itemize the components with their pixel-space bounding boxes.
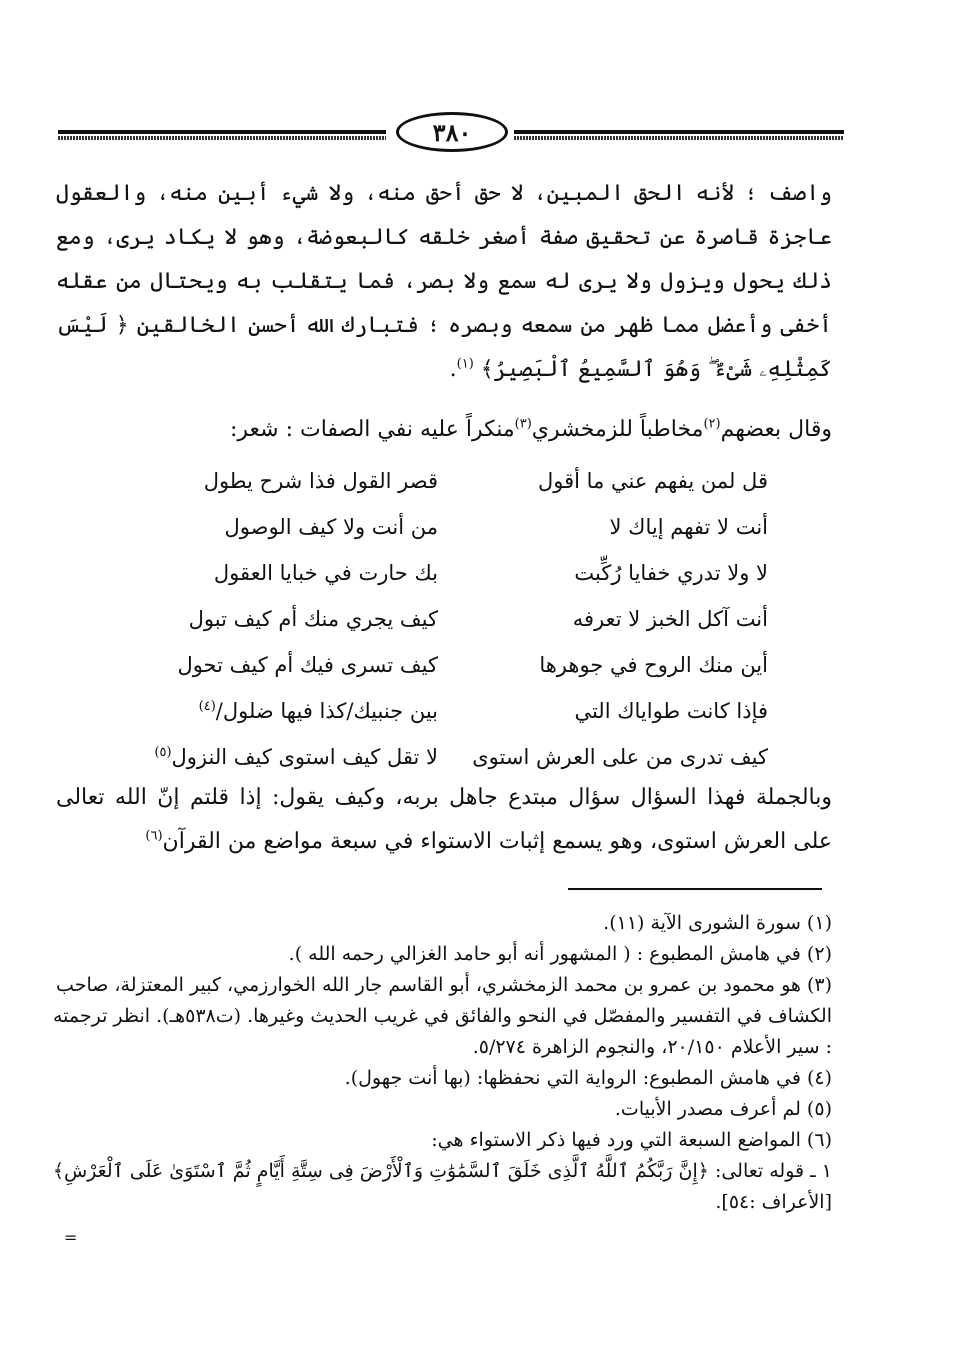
- paragraph-2-part-c: منكراً عليه نفي الصفات : شعر:: [229, 417, 515, 442]
- footnote-ref-3: (٣): [514, 416, 532, 432]
- footnote-6-item-1: [50, 1156, 832, 1218]
- footnote-5: (٥) لم أعرف مصدر الأبيات.: [614, 1098, 832, 1120]
- verse-second-hemistich-text: لا تقل كيف استوى كيف النزول: [171, 745, 438, 769]
- verse-second-hemistich: بك حارت في خبايا العقول: [213, 561, 438, 585]
- paragraph-1-text: واصف ؛ لأنه الحق المبين، لا حق أحق منه، ولا شيء أبين منه، والعقول عاجزة قاصرة عن تحقيق صفة أصغر خلقه كالبعوضة، وهو لا يكاد يرى، ومع ذلك يحول ويزول ولا يرى له سمع ولا بصر، فما يتقلب به ويحتال من عقله أخفى وأعضل مما ظهر من سمعه وبصره ؛ فتبارك الله أحسن الخالقين: [56, 181, 832, 338]
- verse-second-hemistich: قصر القول فذا شرح يطول: [203, 469, 438, 493]
- verse-second-hemistich: كيف تسرى فيك أم كيف تحول: [177, 653, 438, 677]
- footnote-3: (٣) هو محمود بن عمرو بن محمد الزمخشري، أبو القاسم جار الله الخوارزمي، كبير المعتزلة، صاحب الكشاف في التفسير والمفصّل في النحو والفائق في غريب الحديث وغيرها. (ت٥٣٨هـ). انظر ترجمته : سير الأعلام ٢٠/١٥٠، والنجوم الزاهرة ٥/٢٧٤.: [52, 974, 832, 1058]
- paragraph-2-part-b: مخاطباً للزمخشري: [531, 417, 704, 442]
- poem-verse: [108, 550, 768, 596]
- poem-verse: [108, 504, 768, 550]
- footnote-ref-6: (٦): [145, 828, 163, 844]
- header-rule-right: [514, 130, 844, 134]
- page-header: [58, 108, 838, 152]
- footnote-6-reference: [الأعراف :٥٤].: [715, 1191, 832, 1213]
- paragraph-2: [56, 408, 832, 452]
- verse-second-hemistich: [108, 745, 438, 769]
- paragraph-1: واصف ؛ لأنه الحق المبين، لا حق أحق منه، ولا شيء أبين منه، والعقول عاجزة قاصرة عن تحقيق صفة أصغر خلقه كالبعوضة، وهو لا يكاد يرى، ومع ذلك يحول ويزول ولا يرى له سمع ولا بصر، فما يتقلب به ويحتال من عقله أخفى وأعضل مما ظهر من سمعه وبصره ؛ فتبارك الله أحسن الخالقين ﴿ لَيْسَ كَمِثْلِهِۦ شَىْءٌ ۖ وَهُوَ ٱلسَّمِيعُ ٱلْبَصِيرُ﴾ $^{(١)}$.: [56, 181, 832, 382]
- footnote-ref-1: (١): [456, 356, 474, 372]
- verse-second-hemistich-text: بين جنبيك/كذا فيها ضلول/: [215, 699, 438, 723]
- poem: [108, 458, 768, 780]
- paragraph-2-part-a: وقال بعضهم: [720, 417, 832, 442]
- verse-first-hemistich: أنت لا تفهم إياك لا: [609, 515, 768, 539]
- verse-second-hemistich: كيف يجري منك أم كيف تبول: [188, 607, 438, 631]
- footnote-4: (٤) في هامش المطبوع: الرواية التي نحفظها: (بها أنت جهول).: [344, 1067, 832, 1089]
- page-number: ٣٨٠: [396, 112, 508, 152]
- poem-verse: [108, 642, 768, 688]
- continuation-mark: =: [64, 1228, 78, 1247]
- poem-verse: [108, 596, 768, 642]
- verse-first-hemistich: كيف تدرى من على العرش استوى: [472, 745, 768, 769]
- verse-first-hemistich: فإذا كانت طواياك التي: [574, 699, 768, 723]
- verse-first-hemistich: أين منك الروح في جوهرها: [539, 653, 768, 677]
- footnote-divider: [568, 888, 822, 890]
- footnote-ref-2: (٢): [703, 416, 721, 432]
- paragraph-3: [56, 776, 832, 864]
- verse-second-hemistich: من أنت ولا كيف الوصول: [224, 515, 438, 539]
- poem-verse: [108, 458, 768, 504]
- footnote-6-item-1-prefix: ١ ـ قوله تعالى:: [714, 1160, 832, 1182]
- header-rule-left: [58, 130, 386, 134]
- verse-first-hemistich: لا ولا تدري خفايا رُكِّبت: [574, 561, 768, 585]
- quran-verse-1: ﴿ لَيْسَ كَمِثْلِهِۦ شَىْءٌ ۖ وَهُوَ ٱلسَّمِيعُ ٱلْبَصِيرُ﴾: [56, 313, 832, 382]
- footnote-6-quran-verse: ﴿إِنَّ رَبَّكُمُ ٱللَّهُ ٱلَّذِى خَلَقَ ٱلسَّمَٰوَٰتِ وَٱلْأَرْضَ فِى سِتَّةِ أَيَّامٍ ثُمَّ ٱسْتَوَىٰ عَلَى ٱلْعَرْشِ﴾: [52, 1160, 709, 1182]
- poem-verse: [108, 688, 768, 734]
- footnote-ref-5: (٥): [154, 745, 172, 760]
- footnote-ref-4: (٤): [198, 699, 216, 714]
- poem-verse: [108, 734, 768, 780]
- footnote-6: (٦) المواضع السبعة التي ورد فيها ذكر الاستواء هي:: [431, 1129, 832, 1151]
- verse-first-hemistich: قل لمن يفهم عني ما أقول: [538, 469, 768, 493]
- footnote-1: (١) سورة الشورى الآية (١١).: [603, 912, 832, 934]
- footnote-2: (٢) في هامش المطبوع : ( المشهور أنه أبو حامد الغزالي رحمه الله ).: [288, 943, 832, 965]
- paragraph-3-text: وبالجملة فهذا السؤال سؤال مبتدع جاهل بربه، وكيف يقول: إذا قلتم إنّ الله تعالى على العرش استوى، وهو يسمع إثبات الاستواء في سبعة مواضع من القرآن: [56, 785, 832, 854]
- verse-first-hemistich: أنت آكل الخبز لا تعرفه: [572, 607, 768, 631]
- verse-second-hemistich: [108, 699, 438, 723]
- footnotes: [50, 908, 832, 1218]
